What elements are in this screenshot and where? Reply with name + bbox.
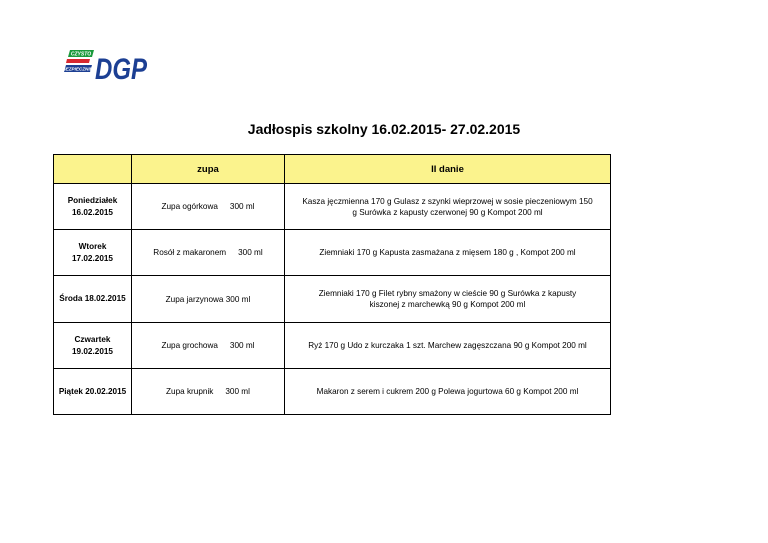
second-course-line1: Makaron z serem i cukrem 200 g Polewa jogurtowa 60 g Kompot 200 ml	[316, 387, 579, 396]
second-course-line1: Ziemniaki 170 g Kapusta zasmażana z mięsem 180 g , Kompot 200 ml	[319, 248, 576, 257]
soup-cell	[132, 323, 285, 369]
day-name: Poniedziałek	[67, 195, 118, 205]
day-cell	[54, 184, 132, 230]
logo-tag-top: CZYSTO	[70, 51, 92, 58]
day-name: Piątek 20.02.2015	[58, 386, 127, 396]
day-cell	[54, 323, 132, 369]
soup-cell	[132, 184, 285, 230]
soup-volume: 300 ml	[238, 248, 263, 257]
soup-name: Zupa ogórkowa	[161, 202, 218, 211]
second-course-cell	[285, 276, 611, 323]
soup-cell	[132, 276, 285, 323]
second-course-cell	[285, 369, 611, 415]
logo-brand: DGP	[95, 53, 148, 86]
soup-volume: 300 ml	[225, 387, 250, 396]
soup-name: Zupa grochowa	[161, 341, 218, 350]
header-second: II danie	[285, 155, 611, 184]
menu-table	[53, 154, 611, 415]
soup-name: Zupa krupnik	[166, 387, 214, 396]
day-date: 17.02.2015	[72, 253, 113, 263]
table-header-row	[54, 155, 611, 184]
table-row	[54, 276, 611, 323]
day-name: Wtorek	[78, 241, 107, 251]
page-title: Jadłospis szkolny 16.02.2015- 27.02.2015	[247, 121, 521, 137]
second-course-line1: Kasza jęczmienna 170 g Gulasz z szynki wieprzowej w sosie pieczeniowym 150	[302, 196, 593, 206]
logo-tag-bottom: BEZPIECZNIE	[62, 66, 93, 72]
second-course-line1: Ziemniaki 170 g Filet rybny smażony w cieście 90 g Surówka z kapusty	[318, 289, 577, 298]
header-day	[54, 155, 132, 184]
table-row	[54, 369, 611, 415]
soup-cell	[132, 369, 285, 415]
day-cell	[54, 276, 132, 323]
day-cell	[54, 230, 132, 276]
day-date: 16.02.2015	[72, 207, 113, 217]
soup-volume: 300 ml	[229, 202, 255, 211]
second-course-cell	[285, 230, 611, 276]
header-soup: zupa	[132, 155, 285, 184]
logo-red-bar	[66, 59, 90, 63]
dgp-logo	[64, 50, 148, 86]
table-row	[54, 230, 611, 276]
soup-name: Rosół z makaronem	[153, 248, 227, 257]
second-course-line2: kiszonej z marchewką 90 g Kompot 200 ml	[369, 300, 526, 309]
table-row	[54, 184, 611, 230]
soup-name: Zupa jarzynowa 300 ml	[165, 294, 251, 304]
day-date: 19.02.2015	[72, 346, 113, 356]
day-cell	[54, 369, 132, 415]
day-name: Środa 18.02.2015	[59, 294, 126, 303]
table-row	[54, 323, 611, 369]
second-course-line2: g Surówka z kapusty czerwonej 90 g Kompot 200 ml	[352, 207, 543, 217]
soup-volume: 300 ml	[229, 341, 255, 350]
second-course-cell	[285, 323, 611, 369]
day-name: Czwartek	[74, 334, 111, 344]
second-course-line1: Ryż 170 g Udo z kurczaka 1 szt. Marchew zagęszczana 90 g Kompot 200 ml	[308, 341, 587, 350]
soup-cell	[132, 230, 285, 276]
second-course-cell	[285, 184, 611, 230]
